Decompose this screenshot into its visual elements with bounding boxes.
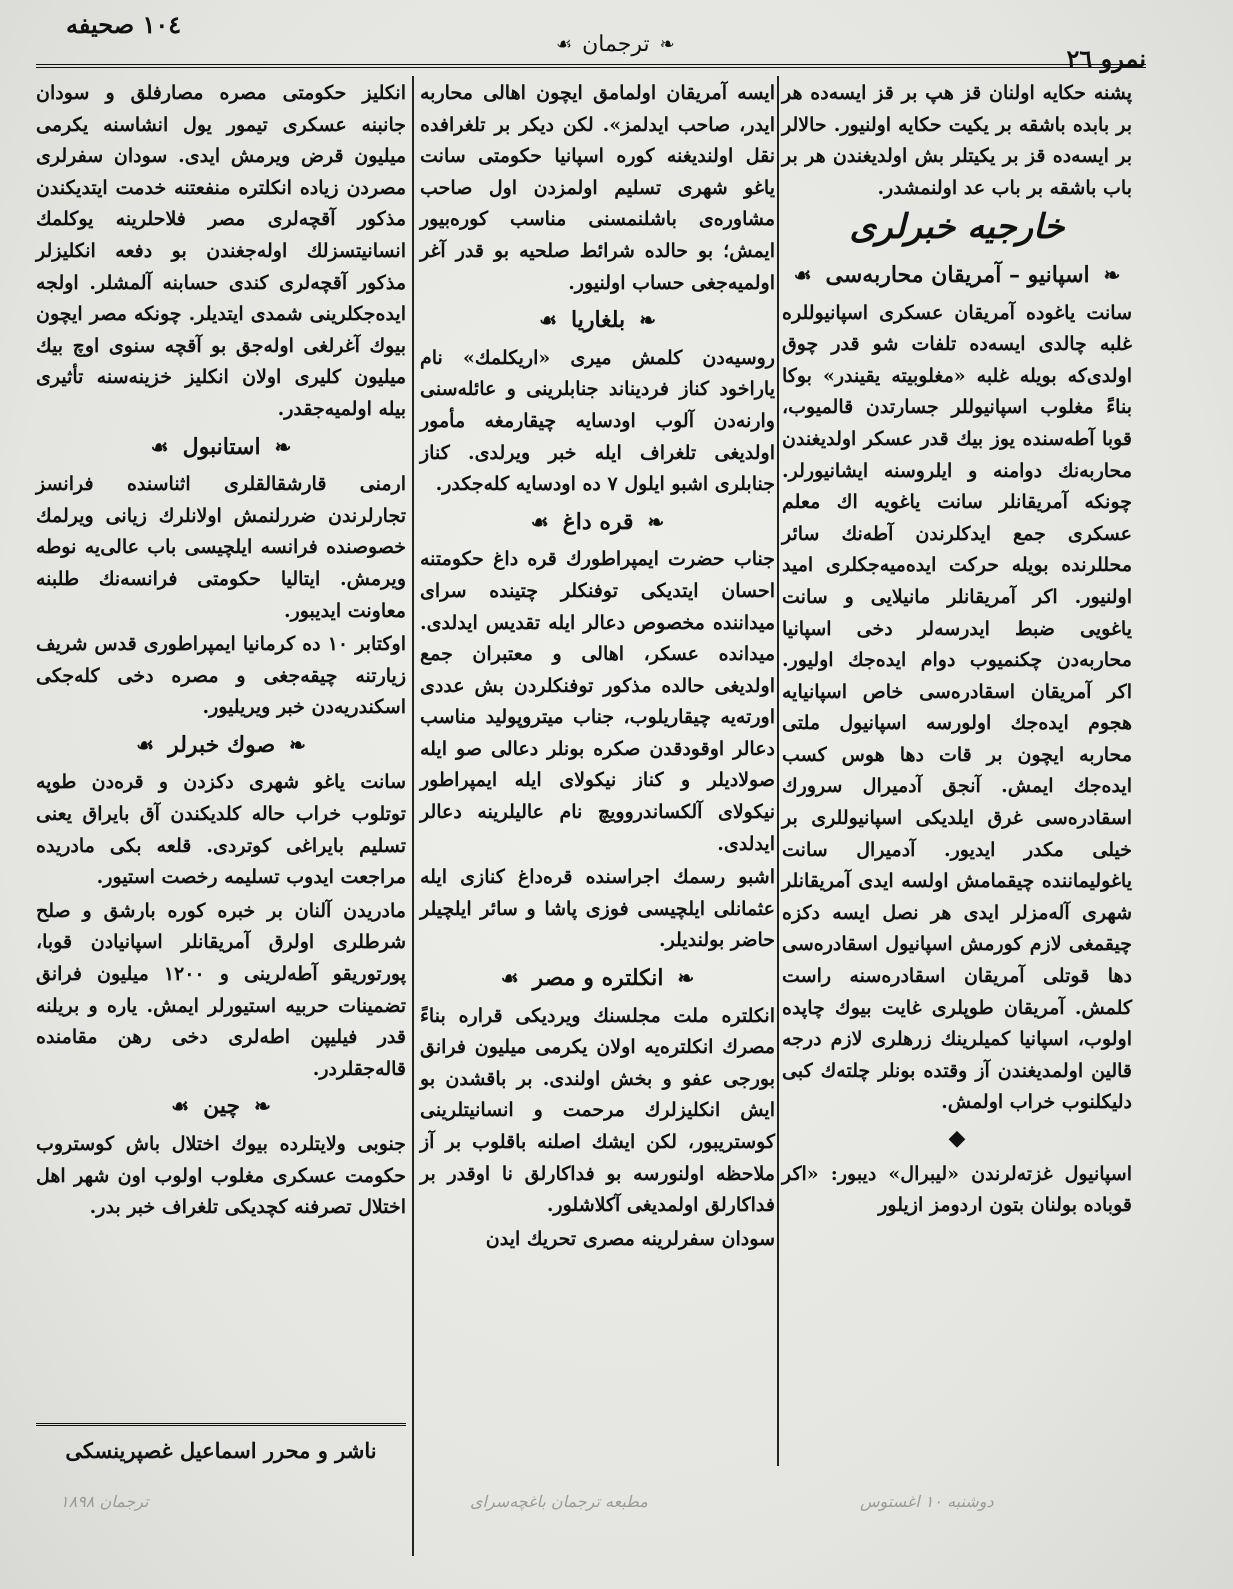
bulgaria-paragraph: روسیه‌دن کلمش میری «اریکلمك» نام یاراخود کناز فردیناند جنابلرینی و عائله‌سنی وارنه‌دن آلوب اودسایه چیقارمغه مأمور اولدیغی تلغراف ایله خبر ویرلدی. کناز جنابلری اشبو ایلول ٧ ده اودسایه کله‌جکدر. xyxy=(420,346,775,496)
ornament-icon: ❧ xyxy=(677,966,695,991)
ornament-icon: ❧ xyxy=(1103,262,1121,287)
war-heading-text: اسپانیو – آمریقان محاربه‌سی xyxy=(825,261,1090,288)
middle-column xyxy=(420,78,775,1257)
footer-rule xyxy=(36,1423,406,1426)
october-paragraph: اوکتابر ١٠ ده کرمانیا ایمپراطوری قدس شریف زیارتنه چیقه‌جغی و مصره دخی کله‌جکی اسکندریه‌دن خبر ویریلیور. xyxy=(36,633,406,719)
masthead xyxy=(556,32,675,57)
page-number-label: ١٠٤ صحیفه xyxy=(66,10,182,39)
england-egypt-heading xyxy=(420,963,775,995)
ornament-icon: ☙ xyxy=(136,732,155,757)
column-divider xyxy=(777,76,779,1466)
publisher-credit: ناشر و محرر اسماعیل غصپرینسکی xyxy=(65,1438,377,1463)
karadag-heading xyxy=(420,507,775,539)
china-heading-text: چین xyxy=(203,1093,241,1120)
bulgaria-heading xyxy=(420,305,775,337)
istanbul-paragraph: ارمنی قارشقالقلری اثناسنده فرانسز تجارلرندن ضررلنمش اولانلرك زیانی ویرلمك خصوصنده فرانسه ایلچیسی باب عالی‌یه نوطه ویرمش. ایتالیا حکومتی فرانسه‌نك طلبنه معاونت ایدیبور. xyxy=(36,473,406,622)
left-column xyxy=(36,78,406,1226)
ceremony-paragraph: اشبو رسمك اجراسنده قره‌داغ کنازی ایله عثمانلی ایلچیسی فوزی پاشا و سائر ایلچیلر حاضر بولندیلر. xyxy=(420,866,775,952)
right-column xyxy=(782,78,1132,1224)
ornament-icon: ❧ xyxy=(647,509,665,534)
ornament-icon: ❧ xyxy=(254,1094,271,1119)
ornament-icon: ❧ xyxy=(639,308,656,333)
istanbul-heading-text: استانبول xyxy=(182,433,261,460)
england-egypt-heading-text: انکلتره و مصر xyxy=(532,965,664,992)
issue-number: نمرو ٢٦ xyxy=(1066,44,1146,73)
latest-heading xyxy=(36,730,406,762)
china-heading xyxy=(36,1091,406,1123)
madrid-paragraph: مادریدن آلنان بر خبره کوره بارشق و صلح شرطلری اولرق آمریقانلر اسپانیادن قوبا، پورتوریقو آطه‌لرینی و ١٢٠٠ میلیون فرانق تضمینات حربیه استیورلر ایمش. یاره و بریلنه قدر فیلیپن اطه‌لری دخی رهن مقامنده قاله‌جقلردر. xyxy=(36,899,406,1080)
page-header xyxy=(36,6,1146,73)
top-paragraph: انکلیز حکومتی مصره مصارفلق و سودان جانبنه عسکری تیمور یول انشاسنه یکرمی میلیون قرض ویرمش ایدی. سودان سفرلری مصردن زیاده انکلتره منفعتنه خدمت ایتدیکندن مذکور آقچه‌لری مصر فلاحلرینه یوکلمك انسانیتسزلك اوله‌جغندن بو دفعه انکلیزلر مذکور آقچه‌لری کندی حسابنه آلمشلر. اولجه ایده‌جکلرینی شمدی ایتدیلر. چونکه مصر ایچون بیوك آغرلغی اوله‌جق بو آقچه سنوی اوچ بیك میلیون کلیری اولان انکلیز خزینه‌سنه تأثیری بیله اولمیه‌جقدر. xyxy=(36,82,406,420)
karadag-heading-text: قره داغ xyxy=(562,508,634,535)
faint-note: ترجمان ۱۸۹۸ xyxy=(60,1492,149,1511)
bottom-paragraph: سودان سفرلرینه مصری تحریك ایدن xyxy=(485,1227,775,1250)
istanbul-heading xyxy=(36,432,406,464)
latest-paragraph: سانت یاغو شهری دکزدن و قره‌دن طوپه توتلوب خراب حاله کلدیکندن آق بایراق یعنی تسلیم بایراغی کوتردی. قلعه بکی مادریده مراجعت ایدوب تسلیمه رخصت استیور. xyxy=(36,771,406,889)
karadag-paragraph: جناب حضرت ایمپراطورك قره داغ حکومتنه احسان ایتدیکی توفنکلر چتینده سرای میداننده مخصوص دعالر ایله تقدیس ایدلدی. میدانده عسکر، اهالی و معتبران جمع اولدیغی حالده مذکور توفنکلردن بش عددی اورته‌یه چیقاریلوب، جناب میتروپولید مناسب دعالر اوقودقدن صکره بونلر دعالی صو ایله صولادیلر و کناز نیکولای ایله ایمپراطور نیکولای آلکساندروویچ نام عالیلرینه دعالر ایدلدی. xyxy=(420,548,775,855)
ornament-icon: ☙ xyxy=(556,34,573,55)
ornament-icon: ❧ xyxy=(274,434,292,459)
ornament-icon: ❧ xyxy=(289,732,306,757)
ornament-icon: ☙ xyxy=(530,509,549,534)
ornament-icon: ☙ xyxy=(150,434,169,459)
section-title: خارجیه خبرلری xyxy=(849,207,1065,248)
ornament-icon: ❧ xyxy=(659,34,675,55)
bulgaria-heading-text: بلغاریا xyxy=(571,307,626,334)
section-divider: ◆ xyxy=(948,1125,966,1151)
column-divider xyxy=(412,76,414,1556)
ornament-icon: ☙ xyxy=(793,262,812,287)
ornament-icon: ☙ xyxy=(539,308,557,333)
intro-paragraph: پشنه حکایه اولنان قز هپ بر قز ایسه‌ده هر بر بابده باشقه بر یکیت حکایه اولنیور. حالالر بر ایسه‌ده قز بر یکیتلر بش اولدیغندن هر بر باب باشقه بر باب عد اولنمشدر. xyxy=(782,82,1132,199)
latest-heading-text: صوك خبرلر xyxy=(168,731,276,758)
war-heading xyxy=(782,260,1132,292)
top-paragraph: ایسه آمریقان اولمامق ایچون اهالی محاربه ایدر، صاحب ایدلمز». لکن دیکر بر تلغرافده نقل اولندیغنه کوره اسپانیا حکومتی سانت یاغو شهری تسلیم اولمزدن اول صاحب مشاوره‌ی باشلنمسنی مناسب کوره‌بیور ایمش؛ بو حالده شرائط صلحیه بو قدر آغر اولمیه‌جغی حساب اولنیور. xyxy=(420,82,775,294)
header-rule xyxy=(36,64,1146,68)
faint-note: مطبعه ترجمان باغچه‌سرای xyxy=(470,1492,648,1511)
war-paragraph: سانت یاغوده آمریقان عسکری اسپانیوللره غلبه چالدی ایسه‌ده تلفات شو قدر چوق اولدی‌که بویله غلبه «مغلوبیته یقیندر» بوکا بناءً مغلوب اسپانیوللر جسارتدن قالمیوب، قوبا آطه‌سنده یوز بیك قدر عسکر اولدیغندن محاربه‌نك دوامنه و ایلروسنه ایشانیورلر. چونکه آمریقانلر سانت یاغویه اك معلم عسکری جمع ایدکلرندن آطه‌نك سائر محللرنده بویله حرکت ایده‌میه‌جکلری امید اولنیور. اکر آمریقانلر مانیلایی و سانت یاغویی ضبط ایدرسه‌لر دخی اسپانیا محاربه‌دن چکنمیوب دوام ایده‌جك اولیور. اکر آمریقان اسقادره‌سی خاص اسپانیایه هجوم ایده‌جك اولورسه اسپانیول ملتی محاربه ایچون بر قات دها هوس کسب ایده‌جك ایمش. آنجق آدمیرال سرورك اسقادره‌سی غرق ایلدیکی اسپانیوللری بر خیلی مکدر ایدیور. آدمیرال سانت یاغولیماننده چیقمامش اولسه ایدی آمریقانلر شهری آله‌مزلر ایدی هر نصل ایسه دکزه چیقمغی لازم کورمش اسپانیول اسقادره‌سی دها قوتلی آمریقان اسقادره‌سنه راست کلمش. آمریقان طوپلری غایت بیوك چاپده اولوب، اسپانیا کمیلرینك زرهلری لازم درجه قالین اولمدیغندن آز وقتده بونلر چلته‌ك کبی دلیکلنوب خراب اولمش. xyxy=(782,301,1132,1114)
faint-note: دوشنبه ۱۰ اغستوس xyxy=(860,1492,994,1511)
england-egypt-paragraph: انکلتره ملت مجلسنك ویردیکی قراره بناءً مصرك انکلتره‌یه اولان یکرمی میلیون فرانق بورجی عفو و بخش اولندی. بر باقشدن بو ایش انکلیزلرك مرحمت و انسانیتلرینی کوستریبور، لکن ایشك اصلنه باقلوب بر آز ملاحظه اولنورسه بو فداکارلق نا اوقدر بر فداکارلق اولمدیغی آکلاشلور. xyxy=(420,1004,775,1217)
ornament-icon: ☙ xyxy=(500,966,519,991)
newspaper-name: ترجمان xyxy=(582,32,650,57)
ornament-icon: ☙ xyxy=(171,1094,190,1119)
china-paragraph: جنوبی ولایتلرده بیوك اختلال باش کوستروب حکومت عسکری مغلوب اولوب اون شهر اهل اختلال تصرفنه کچدیکی تلغراف خبر بدر. xyxy=(36,1133,406,1219)
last-paragraph: اسپانیول غزته‌لرندن «لیبرال» دیبور: «اکر قوباده بولنان بتون اردومز ازیلور xyxy=(782,1162,1132,1217)
